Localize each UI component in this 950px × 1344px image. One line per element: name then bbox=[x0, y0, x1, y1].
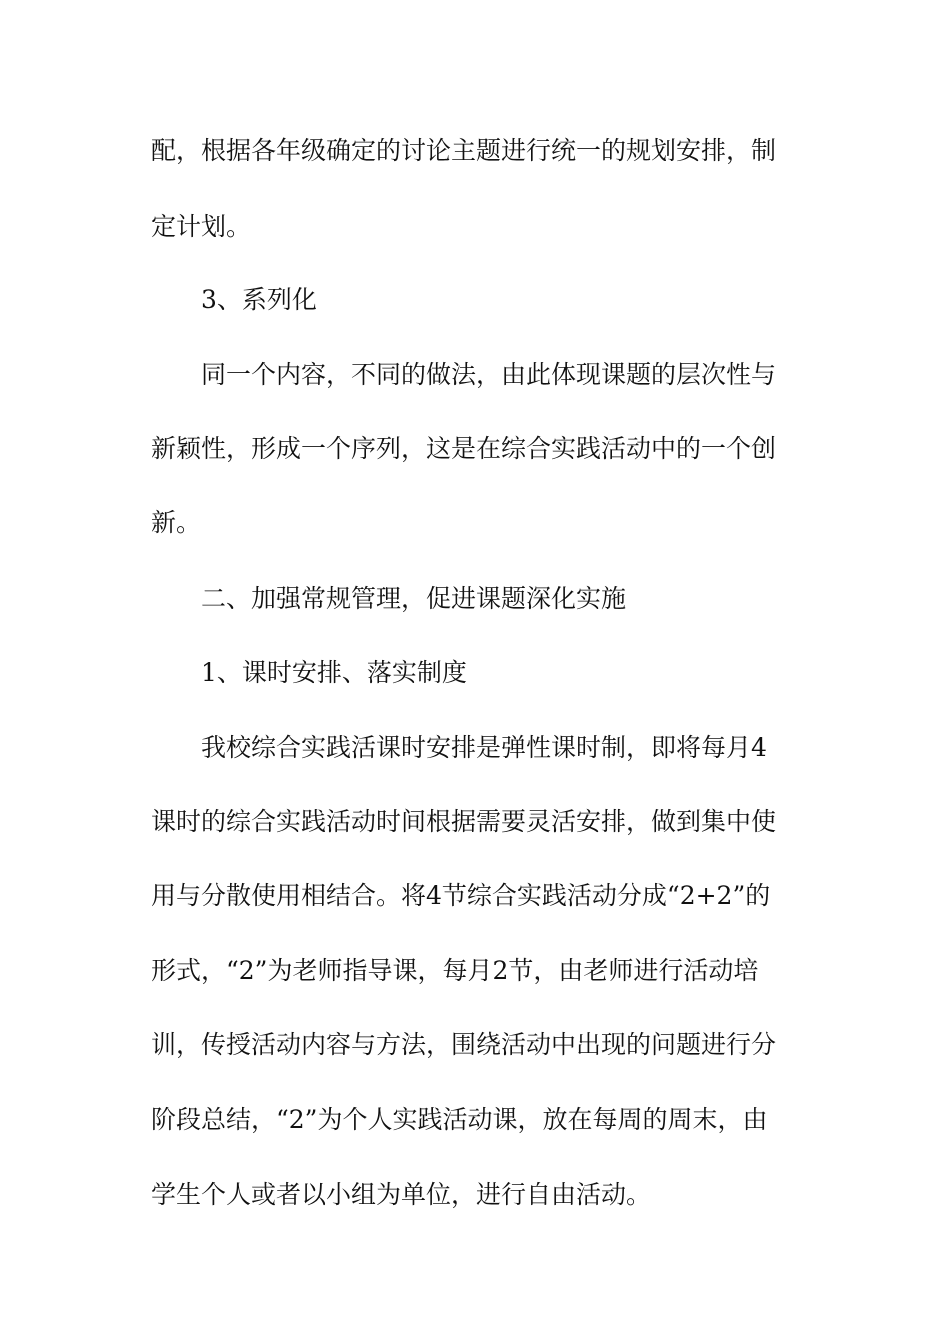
text-line: 新。 bbox=[151, 508, 202, 537]
text-line: 课时的综合实践活动时间根据需要灵活安排，做到集中使 bbox=[151, 807, 777, 836]
text-line: 我校综合实践活课时安排是弹性课时制，即将每月4 bbox=[201, 733, 767, 762]
section-heading: 3、系列化 bbox=[201, 285, 317, 314]
text-line: 同一个内容，不同的做法，由此体现课题的层次性与 bbox=[201, 360, 777, 389]
text-line: 定计划。 bbox=[151, 212, 252, 241]
text-line: 配，根据各年级确定的讨论主题进行统一的规划安排，制 bbox=[151, 136, 777, 165]
text-line: 训，传授活动内容与方法，围绕活动中出现的问题进行分 bbox=[151, 1030, 777, 1059]
text-line: 阶段总结，“2”为个人实践活动课，放在每周的周末，由 bbox=[151, 1105, 768, 1134]
text-line: 用与分散使用相结合。将4节综合实践活动分成“2+2”的 bbox=[151, 881, 771, 910]
section-heading: 二、加强常规管理，促进课题深化实施 bbox=[201, 584, 627, 613]
text-line: 学生个人或者以小组为单位，进行自由活动。 bbox=[151, 1180, 652, 1209]
text-line: 新颖性，形成一个序列，这是在综合实践活动中的一个创 bbox=[151, 434, 777, 463]
text-line: 形式，“2”为老师指导课，每月2节，由老师进行活动培 bbox=[151, 956, 759, 985]
section-heading: 1、课时安排、落实制度 bbox=[201, 658, 467, 687]
